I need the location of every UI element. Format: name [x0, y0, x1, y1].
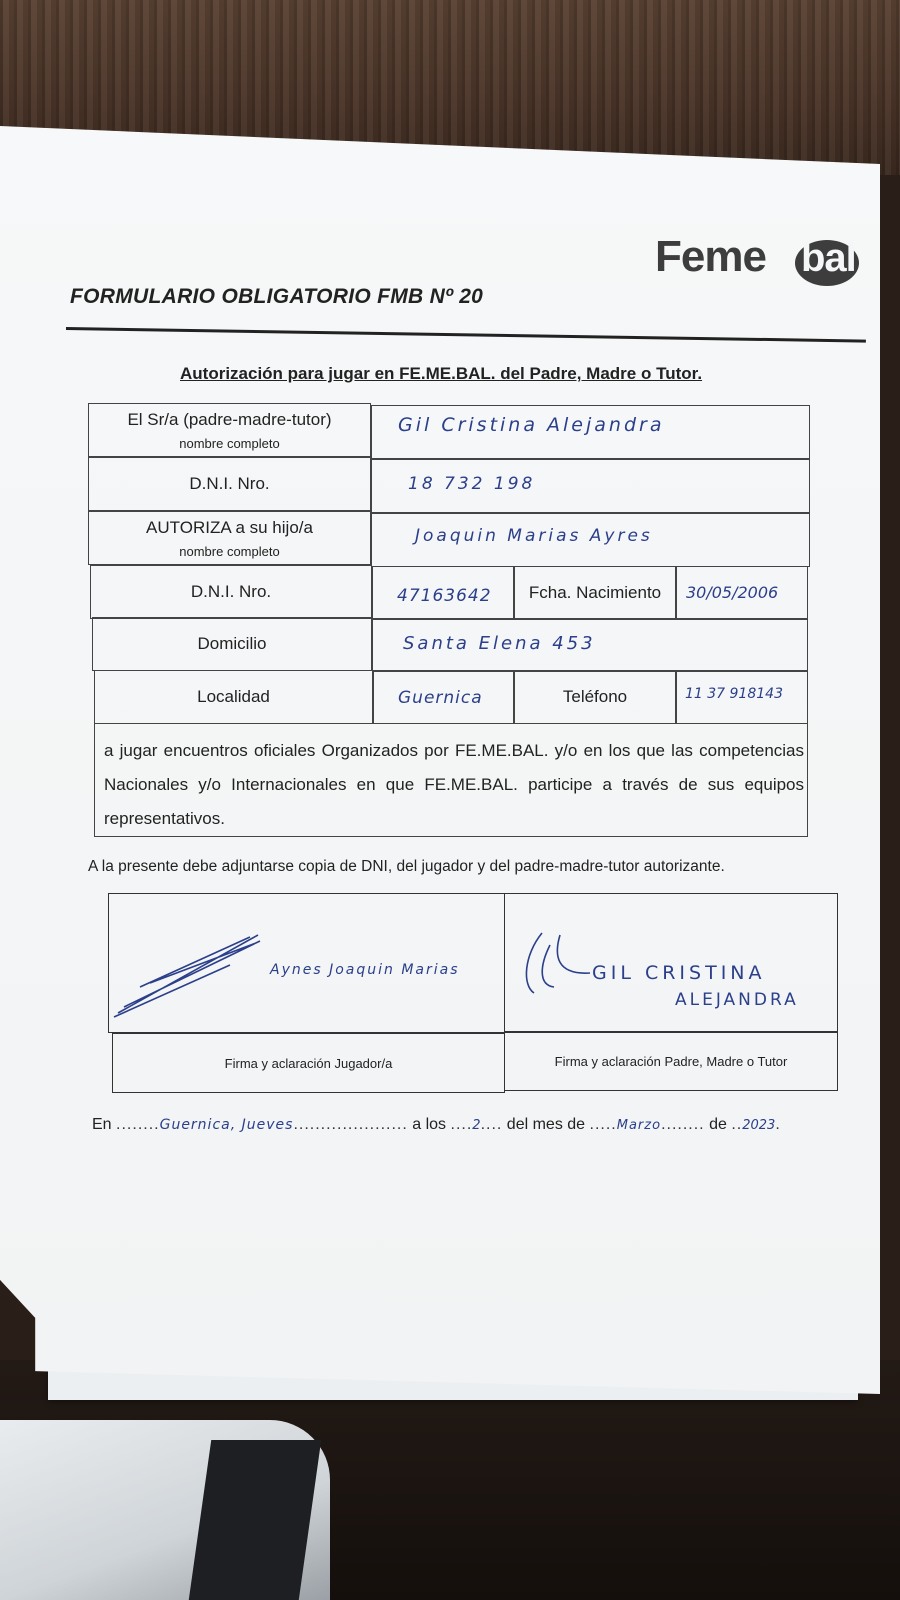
year-dots: .. [731, 1116, 743, 1133]
parent-label-cell [88, 403, 371, 457]
child-dni-label: D.N.I. Nro. [190, 582, 272, 601]
attachment-note: A la presente debe adjuntarse copia de DNI, del jugador y del padre-madre-tutor autorizante. [88, 858, 725, 875]
parent-signature-name-2: ALEJANDRA [675, 990, 799, 1010]
child-label: AUTORIZA a su hijo/a [146, 517, 313, 537]
month-dots: ..... [589, 1116, 617, 1133]
date-place-line [92, 1116, 781, 1134]
logo-text: Feme [655, 232, 766, 281]
form-subtitle: Autorización para jugar en FE.ME.BAL. del Padre, Madre o Tutor. [180, 364, 703, 383]
year-value: 2023 [742, 1118, 776, 1133]
day-dots-tail: .... [480, 1116, 503, 1133]
phone-value: 11 37 918143 [685, 686, 783, 702]
address-label: Domicilio [197, 634, 267, 653]
player-signature-scribble [110, 925, 270, 1025]
parent-dni-value: 18 732 198 [408, 474, 536, 494]
parent-sublabel: nombre completo [179, 435, 280, 451]
phone-label: Teléfono [562, 687, 628, 706]
de-label: de [709, 1116, 727, 1133]
parent-signature-scribble [520, 925, 600, 1005]
parent-signature-label: Firma y aclaración Padre, Madre o Tutor [554, 1053, 788, 1069]
birth-label-cell [514, 566, 676, 620]
city-label: Localidad [197, 687, 270, 706]
city-value: Guernica [398, 688, 483, 708]
birth-value: 30/05/2006 [686, 583, 779, 602]
child-label-cell [88, 511, 371, 565]
day-dots: .... [450, 1116, 473, 1133]
a-los-label: a los [412, 1116, 447, 1133]
player-signature-label-cell [112, 1033, 505, 1093]
place-dots-tail: ..................... [293, 1116, 408, 1133]
parent-dni-label-cell [88, 457, 371, 511]
authorization-paragraph: a jugar encuentros oficiales Organizados por FE.ME.BAL. y/o en los que las competencias Nacionales y/o Internacionales en que FE.ME.BAL. participe a través de sus equipos representativos. [104, 741, 804, 828]
day-value: 2 [472, 1118, 481, 1133]
player-signature-name: Aynes Joaquin Marias [270, 962, 460, 978]
logo-text-oval: bal [801, 236, 856, 280]
parent-label: El Sr/a (padre-madre-tutor) [127, 409, 332, 429]
month-dots-tail: ........ [661, 1116, 705, 1133]
mes-label: del mes de [506, 1116, 586, 1133]
parent-name-value: Gil Cristina Alejandra [398, 414, 665, 436]
parent-signature-name-1: GIL CRISTINA [592, 962, 766, 984]
child-sublabel: nombre completo [179, 543, 280, 559]
form-title: FORMULARIO OBLIGATORIO FMB Nº 20 [70, 285, 484, 308]
child-name-value: Joaquin Marias Ayres [415, 526, 653, 546]
child-dni-value: 47163642 [397, 586, 492, 606]
month-value: Marzo [616, 1118, 662, 1133]
address-label-cell [92, 617, 372, 671]
place-value: Guernica, Jueves [159, 1117, 294, 1133]
birth-label: Fcha. Nacimiento [528, 583, 662, 602]
player-signature-label: Firma y aclaración Jugador/a [224, 1055, 393, 1071]
parent-signature-label-cell [504, 1031, 838, 1091]
year-dots-tail: . [775, 1116, 781, 1133]
phone-label-cell [514, 670, 676, 724]
cloth-stripe [189, 1440, 321, 1600]
femebal-logo [655, 232, 865, 288]
parent-dni-label: D.N.I. Nro. [189, 474, 270, 493]
city-label-cell [94, 670, 373, 724]
child-dni-label-cell [90, 565, 372, 619]
en-label: En [92, 1116, 112, 1133]
address-value: Santa Elena 453 [403, 633, 596, 654]
place-dots: ........ [116, 1116, 160, 1133]
